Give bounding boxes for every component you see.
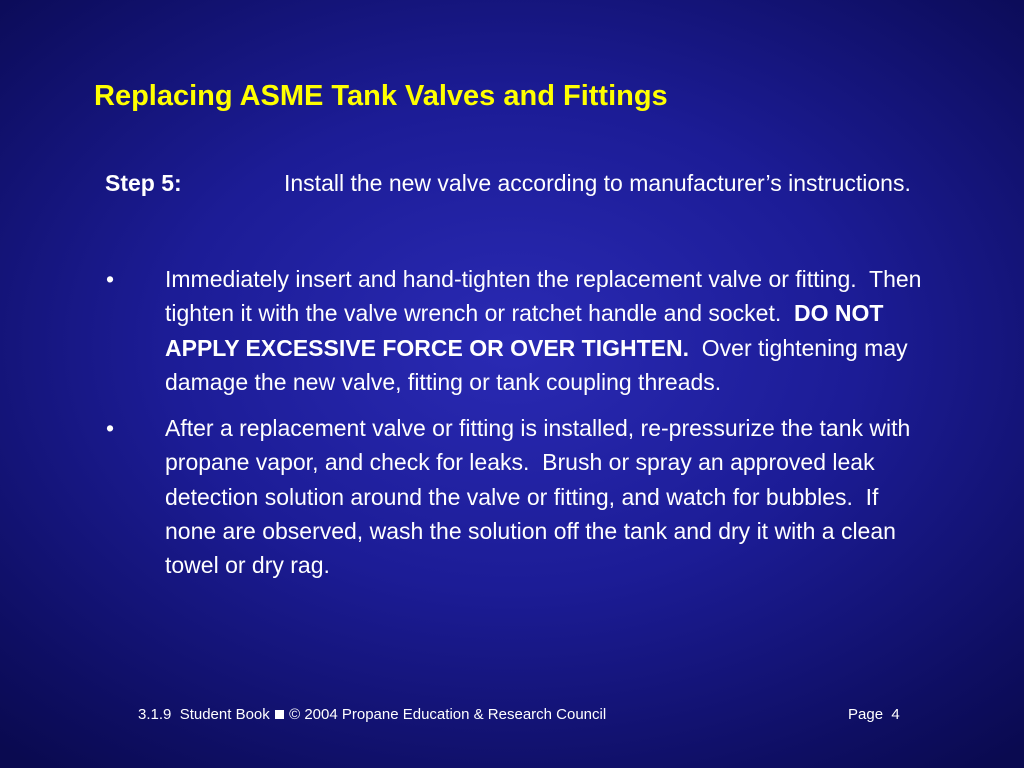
page-label: Page [848, 706, 884, 723]
bullet-marker: • [106, 415, 115, 442]
footer-book: 3.1.9 Student Book [138, 706, 270, 723]
square-bullet-icon [275, 710, 284, 719]
step-text: Install the new valve according to manufacturer’s instructions. [284, 170, 911, 196]
footer-page [848, 706, 900, 723]
bullet-1-warning: DO NOT APPLY EXCESSIVE FORCE OR OVER TIGHTEN. [165, 300, 884, 361]
footer-left [138, 706, 606, 723]
bullet-1-text-end: Over tightening may damage the new valve, fitting or tank coupling threads. [165, 334, 915, 395]
bullet-1-text: Immediately insert and hand-tighten the replacement valve or fitting. Then tighten it with the valve wrench or ratchet handle and socket. [165, 266, 928, 327]
footer-copyright: © 2004 Propane Education & Research Council [289, 706, 607, 723]
page-number: 4 [891, 706, 900, 723]
step-label: Step 5: [105, 170, 182, 196]
bullet-item-2 [105, 411, 935, 582]
bullet-2-text: After a replacement valve or fitting is installed, re-pressurize the tank with propane vapor, and check for leaks. Brush or spray an approved leak detection solution around the valve or fitting, and watch for bubbles. If none are observed, wash the solution off the tank and dry it with a clean towel or dry rag. [165, 415, 917, 579]
bullet-list [105, 262, 935, 595]
bullet-marker: • [106, 266, 115, 292]
bullet-item-1 [105, 262, 935, 399]
step-block [105, 166, 935, 200]
slide-title: Replacing ASME Tank Valves and Fittings [94, 80, 668, 112]
